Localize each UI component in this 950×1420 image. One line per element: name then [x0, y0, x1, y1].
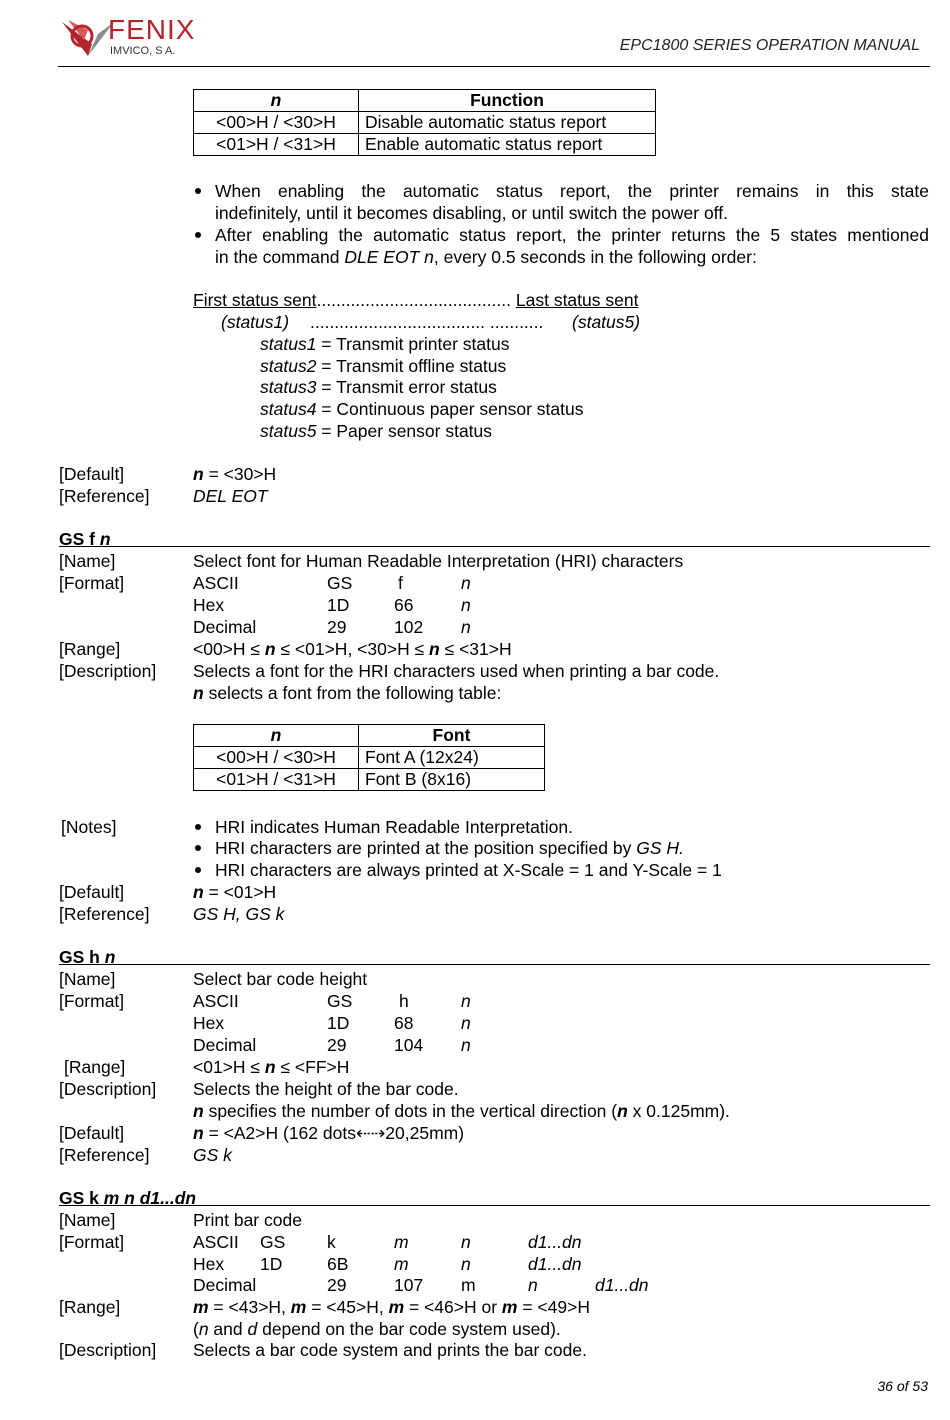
status-name: status2 [260, 356, 317, 376]
format-col2: GS [327, 991, 353, 1011]
format-col4: m [394, 1254, 409, 1274]
text-fragment: ≤ <01>H, <30>H ≤ [275, 639, 430, 659]
param-m: m [501, 1297, 518, 1317]
label-default: [Default] [59, 882, 125, 902]
range-note [193, 1318, 561, 1340]
format-col2: 29 [327, 1275, 347, 1295]
param-n: n [264, 639, 276, 659]
format-col4: m [461, 1275, 476, 1295]
last-status-label: Last status sent [515, 290, 639, 310]
status5-paren: (status5) [572, 312, 641, 332]
text-fragment: and [208, 1319, 248, 1339]
text-fragment: = <49>H [517, 1297, 590, 1317]
first-status-label: First status sent [193, 290, 317, 310]
table-row [194, 112, 656, 134]
status-name: status3 [260, 377, 317, 397]
format-col6: d1...dn [528, 1254, 582, 1274]
format-col4: n [461, 991, 471, 1011]
font-table [193, 724, 545, 791]
format-col3: 102 [394, 617, 424, 637]
status-desc: = Transmit error status [316, 377, 497, 397]
default-val: = <30>H [203, 464, 277, 484]
label-description: [Description] [59, 1079, 157, 1099]
status-item [260, 376, 497, 398]
param-n: n [429, 639, 440, 659]
status-item [260, 355, 506, 377]
format-col2: GS [260, 1232, 286, 1252]
table-cell: <01>H / <31>H [194, 134, 359, 156]
status-item [260, 333, 510, 355]
label-default: [Default] [59, 464, 125, 484]
title-text: GS h [59, 947, 105, 967]
label-format: [Format] [59, 573, 125, 593]
param-n: n [193, 683, 204, 703]
table-header-row [194, 725, 545, 747]
title-param: n [104, 947, 116, 967]
format-col2: 1D [260, 1254, 283, 1274]
range-value [193, 638, 512, 660]
param-m: m [388, 1297, 405, 1317]
default-val: = <A2>H (162 dots [203, 1123, 356, 1143]
range-value [193, 1056, 349, 1078]
table-header-font: Font [359, 725, 545, 747]
text-fragment: = <43>H, [208, 1297, 291, 1317]
name-value: Select bar code height [193, 969, 368, 989]
format-col4: m [394, 1232, 409, 1252]
text-fragment: in the command [215, 247, 345, 267]
label-range: [Range] [59, 1297, 121, 1317]
bullet-icon [195, 232, 201, 238]
format-col1: Hex [193, 1254, 225, 1274]
company-logo [58, 14, 198, 60]
format-col2: GS [327, 573, 353, 593]
bullet-icon [195, 824, 201, 830]
header-rule [58, 66, 930, 67]
title-text: GS f [59, 529, 100, 549]
param-n: n [264, 1057, 276, 1077]
param-m: m [290, 1297, 307, 1317]
format-col1: Decimal [193, 1035, 257, 1055]
status-desc: = Transmit offline status [316, 356, 507, 376]
default-value [193, 1122, 464, 1144]
label-name: [Name] [59, 969, 116, 989]
title-param: m n d1...dn [103, 1188, 197, 1208]
status-name: status4 [260, 399, 317, 419]
format-col3: h [399, 991, 409, 1011]
status-item [260, 398, 583, 420]
format-col4: n [461, 1013, 471, 1033]
label-description: [Description] [59, 1340, 157, 1360]
text-fragment: specifies the number of dots in the vertical direction ( [203, 1101, 618, 1121]
param-d: d [247, 1319, 258, 1339]
label-range: [Range] [59, 639, 121, 659]
format-col1: Hex [193, 1013, 225, 1033]
table-cell: <00>H / <30>H [194, 747, 359, 769]
format-col1: Decimal [193, 617, 257, 637]
param-n: n [193, 1101, 204, 1121]
format-col5: n [461, 1232, 471, 1252]
format-col2: 1D [327, 1013, 350, 1033]
label-reference: [Reference] [59, 486, 150, 506]
label-format: [Format] [59, 991, 125, 1011]
label-default: [Default] [59, 1123, 125, 1143]
dot-leader: .................................... ........... [310, 312, 544, 332]
bullet-text: When enabling the automatic status report, the printer remains in this state [215, 181, 929, 201]
bullet-text [215, 246, 757, 268]
format-col2: 29 [327, 1035, 347, 1055]
format-col3: 107 [394, 1275, 424, 1295]
default-val: = <01>H [203, 882, 277, 902]
format-col3: 104 [394, 1035, 424, 1055]
format-col3: k [327, 1232, 336, 1252]
name-value: Select font for Human Readable Interpretation (HRI) characters [193, 551, 684, 571]
title-param: n [99, 529, 111, 549]
label-name: [Name] [59, 551, 116, 571]
logo-company: IMVICO, S A. [110, 45, 176, 57]
param-n: n [617, 1101, 628, 1121]
title-text: GS k [59, 1188, 104, 1208]
description-line [193, 682, 501, 704]
table-header-n: n [194, 725, 359, 747]
text-fragment: x 0.125mm). [627, 1101, 730, 1121]
bullet-icon [195, 867, 201, 873]
text-fragment: ( [193, 1319, 199, 1339]
table-row [194, 769, 545, 791]
table-cell: Font B (8x16) [359, 769, 545, 791]
format-col4: n [461, 595, 471, 615]
table-header-function: Function [359, 90, 656, 112]
format-col3: f [398, 573, 403, 593]
note-text [215, 837, 684, 859]
text-fragment: selects a font from the following table: [203, 683, 502, 703]
table-header-n: n [194, 90, 359, 112]
label-reference: [Reference] [59, 1145, 150, 1165]
format-col1: Decimal [193, 1275, 257, 1295]
reference-value: DEL EOT [193, 486, 268, 506]
default-val: 20,25mm) [385, 1123, 465, 1143]
format-col3: 68 [394, 1013, 414, 1033]
format-col6: d1...dn [595, 1275, 649, 1295]
table-row [194, 747, 545, 769]
table-cell: <00>H / <30>H [194, 112, 359, 134]
text-fragment: ≤ <FF>H [275, 1057, 350, 1077]
param-n: n [193, 882, 204, 902]
description-line: Selects a font for the HRI characters used when printing a bar code. [193, 661, 720, 681]
description-line: Selects a bar code system and prints the bar code. [193, 1340, 587, 1360]
description-line: Selects the height of the bar code. [193, 1079, 459, 1099]
format-col4: n [461, 1035, 471, 1055]
label-description: [Description] [59, 661, 157, 681]
format-col2: 29 [327, 617, 347, 637]
param-n: n [193, 464, 204, 484]
text-fragment: <01>H ≤ [193, 1057, 265, 1077]
format-col1: Hex [193, 595, 225, 615]
format-col3: 66 [394, 595, 414, 615]
text-fragment: HRI characters are printed at the position specified by [215, 838, 637, 858]
format-col1: ASCII [193, 1232, 239, 1252]
text-fragment: depend on the bar code system used). [257, 1319, 561, 1339]
table-row [194, 134, 656, 156]
reference-value: GS k [193, 1145, 232, 1165]
dot-leader: ........................................ [316, 290, 511, 310]
format-col1: ASCII [193, 573, 239, 593]
text-fragment: = <46>H or [404, 1297, 502, 1317]
section-rule [59, 546, 930, 547]
description-line [193, 1100, 730, 1122]
note-text: HRI indicates Human Readable Interpretation. [215, 817, 573, 837]
table-cell: <01>H / <31>H [194, 769, 359, 791]
format-col3: 6B [327, 1254, 349, 1274]
label-range: [Range] [64, 1057, 126, 1077]
default-value [193, 881, 276, 903]
format-col1: ASCII [193, 991, 239, 1011]
name-value: Print bar code [193, 1210, 302, 1230]
range-value [193, 1296, 590, 1318]
format-col6: d1...dn [528, 1232, 582, 1252]
status-desc: = Continuous paper sensor status [316, 399, 584, 419]
status-item [260, 420, 492, 442]
param-n: n [193, 1123, 204, 1143]
format-col4: n [461, 617, 471, 637]
manual-title: EPC1800 SERIES OPERATION MANUAL [619, 37, 920, 54]
status-desc: = Transmit printer status [316, 334, 510, 354]
text-fragment: ≤ <31>H [439, 639, 512, 659]
status-order-line [193, 289, 638, 311]
status-name: status5 [260, 421, 317, 441]
page-number: 36 of 53 [877, 1378, 928, 1394]
default-value [193, 463, 276, 485]
label-notes: [Notes] [61, 817, 117, 837]
status-function-table [193, 89, 656, 156]
reference-value: GS H, GS k [193, 904, 285, 924]
status1-paren: (status1) [221, 312, 290, 332]
table-cell: Disable automatic status report [359, 112, 656, 134]
table-cell: Enable automatic status report [359, 134, 656, 156]
section-rule [59, 964, 930, 965]
logo-brand: FENIX [108, 14, 196, 45]
text-fragment: = <45>H, [306, 1297, 389, 1317]
format-col2: 1D [327, 595, 350, 615]
label-reference: [Reference] [59, 904, 150, 924]
bullet-text: After enabling the automatic status report, the printer returns the 5 states mentioned [215, 225, 929, 245]
bullet-text: indefinitely, until it becomes disabling, or until switch the power off. [215, 203, 728, 223]
text-fragment: , every 0.5 seconds in the following order: [433, 247, 757, 267]
text-fragment: <00>H ≤ [193, 639, 265, 659]
format-col5: n [461, 1254, 471, 1274]
param-n: n [198, 1319, 209, 1339]
param-m: m [193, 1297, 209, 1317]
section-rule [59, 1205, 930, 1206]
bullet-icon [195, 845, 201, 851]
status-desc: = Paper sensor status [316, 421, 493, 441]
command-ref: GS H. [636, 838, 684, 858]
table-header-row [194, 90, 656, 112]
bullet-icon [195, 188, 201, 194]
note-text: HRI characters are always printed at X-Scale = 1 and Y-Scale = 1 [215, 860, 722, 880]
double-arrow-icon: ⇠⇢ [355, 1123, 386, 1143]
table-cell: Font A (12x24) [359, 747, 545, 769]
label-format: [Format] [59, 1232, 125, 1252]
label-name: [Name] [59, 1210, 116, 1230]
format-col5: n [528, 1275, 538, 1295]
format-col4: n [461, 573, 471, 593]
status-name: status1 [260, 334, 317, 354]
command-ref: DLE EOT n [344, 247, 434, 267]
